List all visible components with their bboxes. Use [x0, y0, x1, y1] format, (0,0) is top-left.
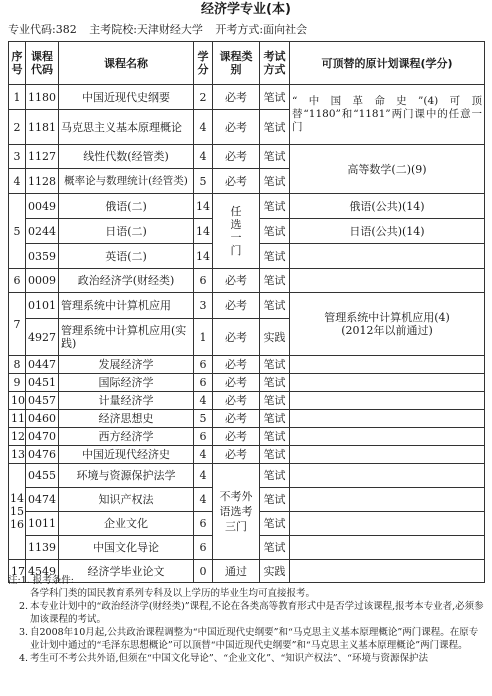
- row-credit: 6: [194, 428, 213, 446]
- header-replace: 可顶替的原计划课程(学分): [290, 42, 485, 85]
- row-exam: 笔试: [260, 244, 290, 269]
- row-type: 必考: [213, 428, 260, 446]
- table-row: [9, 269, 485, 293]
- replace-cell-empty: [290, 536, 485, 560]
- row-no: 17: [9, 560, 26, 583]
- row-exam: 笔试: [260, 356, 290, 374]
- replace-cell-5: [290, 293, 485, 356]
- row-code: 0101: [26, 293, 59, 319]
- row-credit: 6: [194, 374, 213, 392]
- row-credit: 6: [194, 512, 213, 536]
- row-code: 4549: [26, 560, 59, 583]
- row-code: 0244: [26, 219, 59, 244]
- row-code: 1011: [26, 512, 59, 536]
- row-type: 通过: [213, 560, 260, 583]
- row-credit: 14: [194, 244, 213, 269]
- note-4: 4. 考生可不考公共外语,但须在“中国文化导论”、“企业文化”、“知识产权法”、“环境与资源保护法: [19, 653, 429, 664]
- table-row: [9, 356, 485, 374]
- table-row: [9, 194, 485, 219]
- row-no: 12: [9, 428, 26, 446]
- row-credit: 4: [194, 110, 213, 145]
- row-name: 概率论与数理统计(经管类): [59, 169, 194, 194]
- row-type: 必考: [213, 110, 260, 145]
- replace-cell-empty: [290, 392, 485, 410]
- row-code: 1127: [26, 145, 59, 169]
- row-name: 线性代数(经管类): [59, 145, 194, 169]
- replace-cell-empty: [290, 464, 485, 488]
- row-code: 0455: [26, 464, 59, 488]
- row-no: 9: [9, 374, 26, 392]
- elective-type-optional: 不考外语选考三门: [213, 464, 260, 560]
- exam-school: 主考院校:天津财经大学: [89, 23, 203, 36]
- row-credit: 14: [194, 194, 213, 219]
- row-type: 必考: [213, 145, 260, 169]
- row-exam: 笔试: [260, 488, 290, 512]
- header-row: [9, 42, 485, 85]
- row-code: 0451: [26, 374, 59, 392]
- replace-condition: (2012年以前通过): [341, 324, 433, 337]
- replace-cell-1: “中国革命史”(4)可顶替“1180”和“1181”两门课中的任意一门: [290, 85, 485, 145]
- row-exam: 笔试: [260, 145, 290, 169]
- replace-cell-empty: [290, 410, 485, 428]
- header-no: 序号: [9, 42, 26, 85]
- row-credit: 4: [194, 145, 213, 169]
- replace-course: 管理系统中计算机应用(4): [324, 311, 450, 324]
- row-no: 6: [9, 269, 26, 293]
- row-exam: 笔试: [260, 219, 290, 244]
- row-name: 中国近现代史纲要: [59, 85, 194, 110]
- table-row: [9, 392, 485, 410]
- header-credit: 学分: [194, 42, 213, 85]
- row-exam: 笔试: [260, 392, 290, 410]
- row-name: 俄语(二): [59, 194, 194, 219]
- row-exam: 笔试: [260, 85, 290, 110]
- table-row: [9, 446, 485, 464]
- row-credit: 0: [194, 560, 213, 583]
- row-name: 英语(二): [59, 244, 194, 269]
- table-row: [9, 410, 485, 428]
- row-no: 2: [9, 110, 26, 145]
- row-name: 中国文化导论: [59, 536, 194, 560]
- row-no: 11: [9, 410, 26, 428]
- replace-cell-empty: [290, 374, 485, 392]
- row-code: 1128: [26, 169, 59, 194]
- row-exam: 笔试: [260, 110, 290, 145]
- replace-cell-empty: [290, 488, 485, 512]
- replace-cell-empty: [290, 446, 485, 464]
- row-no: 8: [9, 356, 26, 374]
- row-name: 中国近现代经济史: [59, 446, 194, 464]
- replace-cell-2: 高等数学(二)(9): [290, 145, 485, 194]
- row-no: 16: [10, 518, 24, 531]
- table-row: [9, 374, 485, 392]
- replace-cell-empty: [290, 356, 485, 374]
- row-exam: 笔试: [260, 293, 290, 319]
- row-type: 必考: [213, 319, 260, 356]
- note-3: 3. 自2008年10月起,公共政治课程调整为“中国近现代史纲要”和“马克思主义基本原理概论”两门课程。在原专业计划中通过的“毛泽东思想概论”可以顶替“中国近现代史纲要”和“马克思主义基本原理概论”两门课程。: [19, 627, 479, 651]
- row-exam: 笔试: [260, 410, 290, 428]
- header-code: 课程代码: [26, 42, 59, 85]
- replace-cell-empty: [290, 269, 485, 293]
- row-exam: 笔试: [260, 464, 290, 488]
- row-name: 日语(二): [59, 219, 194, 244]
- row-code: 0460: [26, 410, 59, 428]
- row-code: 0359: [26, 244, 59, 269]
- row-type: 必考: [213, 169, 260, 194]
- table-row: [9, 145, 485, 169]
- row-credit: 4: [194, 464, 213, 488]
- row-code: 4927: [26, 319, 59, 356]
- row-credit: 1: [194, 319, 213, 356]
- table-row: [9, 85, 485, 110]
- row-no: 1: [9, 85, 26, 110]
- row-credit: 2: [194, 85, 213, 110]
- page-title: 经济学专业(本): [201, 2, 291, 17]
- row-type: 必考: [213, 374, 260, 392]
- row-no: 4: [9, 169, 26, 194]
- row-code: 0457: [26, 392, 59, 410]
- replace-cell-empty: [290, 244, 485, 269]
- row-no: 5: [9, 194, 26, 269]
- row-credit: 5: [194, 410, 213, 428]
- row-code: 1181: [26, 110, 59, 145]
- row-no: 3: [9, 145, 26, 169]
- notes-head: 注:1. 报考条件:: [8, 575, 74, 586]
- row-type: 必考: [213, 356, 260, 374]
- row-no: 7: [9, 293, 26, 356]
- exam-mode: 开考方式:面向社会: [215, 23, 308, 36]
- row-name: 企业文化: [59, 512, 194, 536]
- row-exam: 笔试: [260, 428, 290, 446]
- program-meta: [8, 23, 316, 37]
- row-code: 0009: [26, 269, 59, 293]
- row-exam: 笔试: [260, 194, 290, 219]
- row-exam: 笔试: [260, 269, 290, 293]
- row-name: 环境与资源保护法学: [59, 464, 194, 488]
- row-no: 14: [10, 492, 24, 505]
- row-name: 知识产权法: [59, 488, 194, 512]
- replace-cell-empty: [290, 512, 485, 536]
- table-row: [9, 464, 485, 488]
- row-type: 必考: [213, 410, 260, 428]
- row-exam: 笔试: [260, 169, 290, 194]
- row-exam: 实践: [260, 560, 290, 583]
- row-name: 国际经济学: [59, 374, 194, 392]
- row-credit: 4: [194, 446, 213, 464]
- row-name: 管理系统中计算机应用(实践): [59, 319, 194, 356]
- row-name: 计量经济学: [59, 392, 194, 410]
- row-credit: 6: [194, 536, 213, 560]
- row-code: 0447: [26, 356, 59, 374]
- replace-cell-4: 日语(公共)(14): [290, 219, 485, 244]
- row-credit: 6: [194, 356, 213, 374]
- note-2: 2. 本专业计划中的“政治经济学(财经类)”课程,不论在各类高等教育形式中是否学过该课程,报考本专业者,必须参加该课程的考试。: [19, 601, 484, 625]
- row-type: 必考: [213, 85, 260, 110]
- row-exam: 笔试: [260, 536, 290, 560]
- row-credit: 5: [194, 169, 213, 194]
- row-exam: 笔试: [260, 446, 290, 464]
- row-credit: 4: [194, 488, 213, 512]
- replace-cell-empty: [290, 428, 485, 446]
- program-code: 专业代码:382: [8, 23, 77, 36]
- row-credit: 4: [194, 392, 213, 410]
- row-code: 0476: [26, 446, 59, 464]
- row-name: 发展经济学: [59, 356, 194, 374]
- row-code: 0049: [26, 194, 59, 219]
- row-credit: 3: [194, 293, 213, 319]
- row-no: 13: [9, 446, 26, 464]
- row-name: 政治经济学(财经类): [59, 269, 194, 293]
- header-name: 课程名称: [59, 42, 194, 85]
- row-code: 0474: [26, 488, 59, 512]
- row-type: 必考: [213, 293, 260, 319]
- row-name: 马克思主义基本原理概论: [59, 110, 194, 145]
- row-no: 10: [9, 392, 26, 410]
- row-exam: 笔试: [260, 512, 290, 536]
- replace-cell-3: 俄语(公共)(14): [290, 194, 485, 219]
- course-plan-table: [8, 41, 485, 583]
- row-code: 1139: [26, 536, 59, 560]
- row-name: 管理系统中计算机应用: [59, 293, 194, 319]
- note-1: 各学科门类的国民教育系列专科及以上学历的毕业生均可直接报考。: [30, 588, 316, 599]
- row-name: 西方经济学: [59, 428, 194, 446]
- row-code: 0470: [26, 428, 59, 446]
- row-code: 1180: [26, 85, 59, 110]
- table-row: [9, 293, 485, 319]
- row-type: 必考: [213, 392, 260, 410]
- row-no-group: [9, 464, 26, 560]
- notes-section: [8, 574, 486, 665]
- row-exam: 实践: [260, 319, 290, 356]
- row-type: 必考: [213, 446, 260, 464]
- row-name: 经济思想史: [59, 410, 194, 428]
- row-name: 经济学毕业论文: [59, 560, 194, 583]
- row-exam: 笔试: [260, 374, 290, 392]
- row-type: 必考: [213, 269, 260, 293]
- row-no: 15: [10, 505, 24, 518]
- elective-type: 任选一门: [213, 194, 260, 269]
- row-credit: 6: [194, 269, 213, 293]
- table-row: [9, 428, 485, 446]
- header-type: 课程类别: [213, 42, 260, 85]
- header-exam: 考试方式: [260, 42, 290, 85]
- row-credit: 14: [194, 219, 213, 244]
